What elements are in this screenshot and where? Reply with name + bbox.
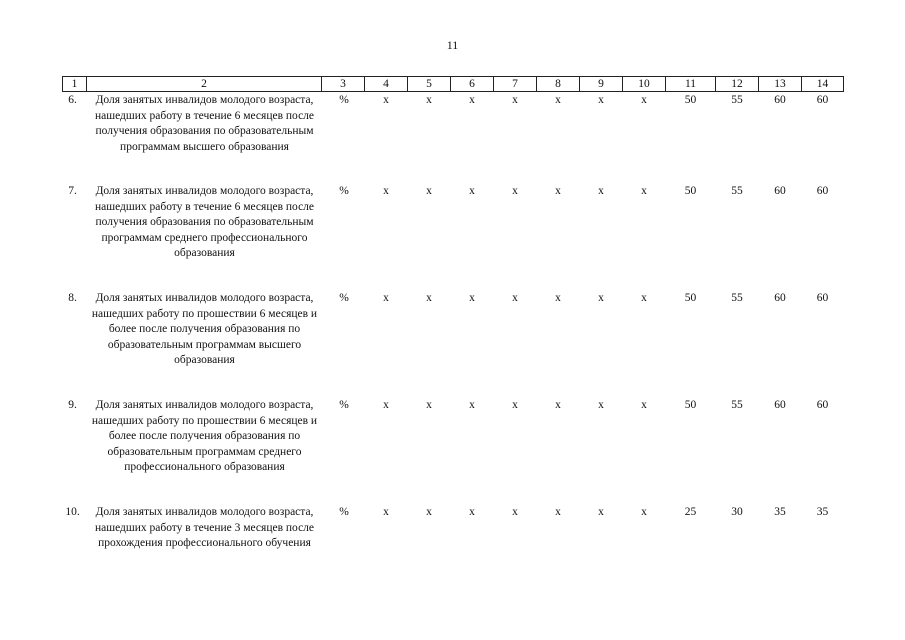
value-cell: х [512, 94, 518, 106]
value-cell: 60 [816, 292, 829, 304]
value-cell: х [512, 185, 518, 197]
column-header: 10 [623, 77, 666, 92]
value-cell: х [512, 506, 518, 518]
column-header: 2 [87, 77, 322, 92]
unit-cell: % [339, 506, 349, 518]
value-cell: х [469, 185, 475, 197]
value-cell: 60 [774, 292, 786, 304]
indicators-table [62, 76, 844, 579]
column-header: 11 [666, 77, 716, 92]
value-cell: 60 [774, 185, 786, 197]
column-header: 9 [580, 77, 623, 92]
table-row [63, 92, 844, 184]
value-cell: х [512, 399, 518, 411]
column-header: 5 [408, 77, 451, 92]
value-cell: х [641, 506, 647, 518]
value-cell: х [641, 185, 647, 197]
column-header: 3 [322, 77, 365, 92]
row-number: 9. [68, 399, 77, 411]
column-header: 7 [494, 77, 537, 92]
unit-cell: % [339, 94, 349, 106]
value-cell: 35 [816, 506, 829, 518]
column-header: 8 [537, 77, 580, 92]
value-cell: 50 [684, 185, 697, 197]
row-number: 7. [68, 185, 77, 197]
value-cell: х [555, 292, 561, 304]
indicator-name: Доля занятых инвалидов молодого возраста, нашедших работу в течение 3 месяцев после прохождения профессионального обучения [94, 506, 315, 549]
value-cell: х [469, 506, 475, 518]
value-cell: х [383, 506, 389, 518]
value-cell: х [555, 399, 561, 411]
value-cell: 30 [731, 506, 743, 518]
value-cell: 55 [731, 94, 743, 106]
value-cell: 55 [731, 292, 743, 304]
value-cell: х [598, 506, 604, 518]
value-cell: х [426, 94, 432, 106]
value-cell: 60 [774, 94, 786, 106]
value-cell: х [469, 292, 475, 304]
indicator-name: Доля занятых инвалидов молодого возраста, нашедших работу в течение 6 месяцев после получения образования по образовательным программам высшего образования [94, 94, 315, 153]
column-header: 14 [802, 77, 844, 92]
column-number-row [63, 77, 844, 92]
table-row [63, 397, 844, 504]
value-cell: х [383, 292, 389, 304]
table-row [63, 504, 844, 579]
value-cell: х [641, 94, 647, 106]
value-cell: 35 [774, 506, 786, 518]
value-cell: 50 [684, 94, 697, 106]
value-cell: х [555, 506, 561, 518]
value-cell: х [426, 185, 432, 197]
value-cell: х [469, 94, 475, 106]
value-cell: х [641, 399, 647, 411]
value-cell: х [426, 399, 432, 411]
value-cell: 60 [816, 94, 829, 106]
value-cell: х [598, 185, 604, 197]
value-cell: 25 [684, 506, 697, 518]
value-cell: 55 [731, 399, 743, 411]
indicator-name: Доля занятых инвалидов молодого возраста, нашедших работу в течение 6 месяцев после получения образования по образовательным программам среднего профессионального образования [94, 185, 315, 259]
value-cell: х [426, 292, 432, 304]
value-cell: х [512, 292, 518, 304]
value-cell: х [383, 399, 389, 411]
value-cell: 55 [731, 185, 743, 197]
unit-cell: % [339, 399, 349, 411]
value-cell: 50 [684, 399, 697, 411]
value-cell: х [555, 94, 561, 106]
value-cell: х [383, 94, 389, 106]
page-number: 11 [446, 38, 459, 52]
value-cell: х [383, 185, 389, 197]
unit-cell: % [339, 185, 349, 197]
unit-cell: % [339, 292, 349, 304]
table-row [63, 183, 844, 290]
indicator-name: Доля занятых инвалидов молодого возраста, нашедших работу по прошествии 6 месяцев и более после получения образования по образовательным программам среднего профессионального образования [91, 399, 318, 473]
value-cell: 60 [816, 185, 829, 197]
column-header: 6 [451, 77, 494, 92]
column-header: 13 [759, 77, 802, 92]
value-cell: х [555, 185, 561, 197]
column-header: 12 [716, 77, 759, 92]
value-cell: х [598, 399, 604, 411]
value-cell: х [598, 292, 604, 304]
row-number: 10. [65, 506, 80, 518]
column-header: 4 [365, 77, 408, 92]
value-cell: 50 [684, 292, 697, 304]
value-cell: х [469, 399, 475, 411]
indicator-name: Доля занятых инвалидов молодого возраста, нашедших работу по прошествии 6 месяцев и более после получения образования по образовательным программам высшего образования [91, 292, 318, 366]
value-cell: х [641, 292, 647, 304]
value-cell: х [426, 506, 432, 518]
column-header: 1 [63, 77, 87, 92]
value-cell: 60 [774, 399, 786, 411]
value-cell: х [598, 94, 604, 106]
row-number: 8. [68, 292, 77, 304]
table-row [63, 290, 844, 397]
row-number: 6. [68, 94, 77, 106]
value-cell: 60 [816, 399, 829, 411]
